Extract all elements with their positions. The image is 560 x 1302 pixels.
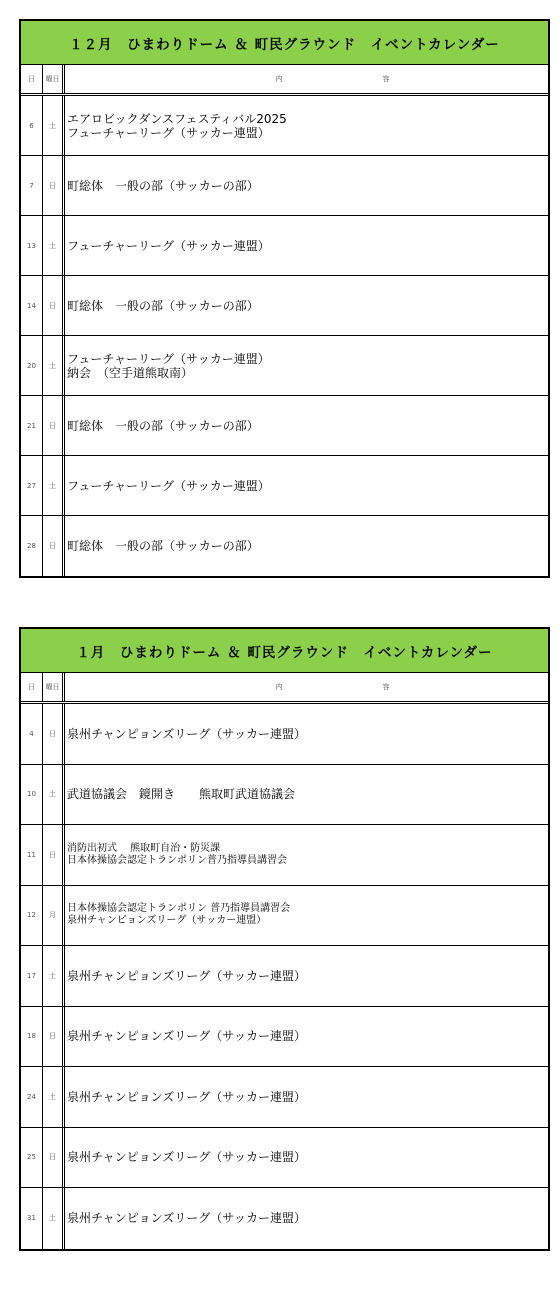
header-content-a: 内: [275, 682, 283, 691]
weekday-cell: 土: [43, 946, 65, 1006]
event-line: 町総体 一般の部（サッカーの部）: [67, 178, 259, 193]
weekday-cell: 土: [43, 216, 65, 275]
day-cell: 21: [21, 396, 43, 455]
content-cell: [65, 1128, 548, 1188]
table-row: [21, 1007, 548, 1068]
table-row: [21, 396, 548, 456]
content-cell: [65, 825, 548, 885]
table-header: [21, 65, 548, 96]
weekday-cell: 土: [43, 765, 65, 825]
weekday-cell: 日: [43, 276, 65, 335]
weekday-cell: 日: [43, 1007, 65, 1067]
table-row: [21, 96, 548, 156]
table-row: [21, 276, 548, 336]
event-line: 日本体操協会認定トランポリン 普乃指導員講習会: [67, 903, 291, 915]
day-cell: 20: [21, 336, 43, 395]
table-row: [21, 1188, 548, 1249]
day-cell: 17: [21, 946, 43, 1006]
day-cell: 13: [21, 216, 43, 275]
weekday-cell: 土: [43, 1067, 65, 1127]
weekday-cell: 日: [43, 396, 65, 455]
day-cell: 10: [21, 765, 43, 825]
content-cell: [65, 156, 548, 215]
content-cell: [65, 1007, 548, 1067]
weekday-cell: 日: [43, 704, 65, 764]
header-content-b: 容: [382, 74, 390, 83]
event-line: フューチャーリーグ（サッカー連盟）: [67, 238, 270, 253]
content-cell: [65, 704, 548, 764]
event-line: 納会 （空手道熊取南）: [67, 365, 194, 380]
table-row: [21, 1128, 548, 1189]
event-line: フューチャーリーグ（サッカー連盟）: [67, 478, 270, 493]
day-cell: 11: [21, 825, 43, 885]
day-cell: 31: [21, 1188, 43, 1249]
day-cell: 12: [21, 886, 43, 946]
event-line: 日本体操協会認定トランポリン普乃指導員講習会: [67, 854, 287, 866]
header-weekday: 曜日: [43, 673, 65, 701]
content-cell: [65, 946, 548, 1006]
event-line: 泉州チャンピョンズリーグ（サッカー連盟）: [67, 915, 267, 927]
table-row: [21, 825, 548, 886]
event-line: 消防出初式 熊取町自治・防災課: [67, 842, 221, 854]
header-day: 日: [21, 65, 43, 93]
table-row: [21, 946, 548, 1007]
content-cell: [65, 886, 548, 946]
content-cell: [65, 96, 548, 155]
content-cell: [65, 396, 548, 455]
content-cell: [65, 336, 548, 395]
weekday-cell: 土: [43, 456, 65, 515]
event-line: エアロビックダンスフェスティバル2025: [67, 111, 287, 126]
table-row: [21, 886, 548, 947]
day-cell: 24: [21, 1067, 43, 1127]
day-cell: 27: [21, 456, 43, 515]
event-line: フューチャーリーグ（サッカー連盟）: [67, 351, 270, 366]
event-line: 泉州チャンピョンズリーグ（サッカー連盟）: [67, 1211, 307, 1226]
day-cell: 4: [21, 704, 43, 764]
day-cell: 25: [21, 1128, 43, 1188]
content-cell: [65, 216, 548, 275]
event-line: 泉州チャンピョンズリーグ（サッカー連盟）: [67, 968, 307, 983]
event-line: 武道協議会 鏡開き 熊取町武道協議会: [67, 787, 296, 802]
header-content-a: 内: [275, 74, 283, 83]
header-content-b: 容: [382, 682, 390, 691]
event-line: フューチャーリーグ（サッカー連盟）: [67, 125, 270, 140]
table-row: [21, 456, 548, 516]
day-cell: 6: [21, 96, 43, 155]
table-row: [21, 1067, 548, 1128]
weekday-cell: 日: [43, 825, 65, 885]
january-calendar: [19, 627, 550, 1251]
event-line: 町総体 一般の部（サッカーの部）: [67, 418, 259, 433]
table-row: [21, 704, 548, 765]
content-cell: [65, 456, 548, 515]
weekday-cell: 土: [43, 1188, 65, 1249]
table-body: [21, 96, 548, 576]
calendar-title: １２月 ひまわりドーム ＆ 町民グラウンド イベントカレンダー: [21, 21, 548, 65]
header-day: 日: [21, 673, 43, 701]
weekday-cell: 日: [43, 1128, 65, 1188]
event-line: 泉州チャンピョンズリーグ（サッカー連盟）: [67, 726, 307, 741]
table-header: [21, 673, 548, 704]
day-cell: 18: [21, 1007, 43, 1067]
weekday-cell: 月: [43, 886, 65, 946]
header-content: [65, 673, 548, 701]
event-line: 泉州チャンピョンズリーグ（サッカー連盟）: [67, 1089, 307, 1104]
event-line: 泉州チャンピョンズリーグ（サッカー連盟）: [67, 1150, 307, 1165]
content-cell: [65, 516, 548, 576]
table-row: [21, 216, 548, 276]
content-cell: [65, 765, 548, 825]
table-row: [21, 516, 548, 576]
day-cell: 14: [21, 276, 43, 335]
event-line: 泉州チャンピョンズリーグ（サッカー連盟）: [67, 1029, 307, 1044]
header-content: [65, 65, 548, 93]
day-cell: 7: [21, 156, 43, 215]
table-row: [21, 765, 548, 826]
content-cell: [65, 1188, 548, 1249]
weekday-cell: 日: [43, 516, 65, 576]
table-body: [21, 704, 548, 1249]
day-cell: 28: [21, 516, 43, 576]
event-line: 町総体 一般の部（サッカーの部）: [67, 298, 259, 313]
event-line: 町総体 一般の部（サッカーの部）: [67, 539, 259, 553]
weekday-cell: 日: [43, 156, 65, 215]
weekday-cell: 土: [43, 96, 65, 155]
content-cell: [65, 1067, 548, 1127]
table-row: [21, 336, 548, 396]
december-calendar: [19, 19, 550, 578]
calendar-title: １月 ひまわりドーム ＆ 町民グラウンド イベントカレンダー: [21, 629, 548, 673]
content-cell: [65, 276, 548, 335]
header-weekday: 曜日: [43, 65, 65, 93]
weekday-cell: 土: [43, 336, 65, 395]
table-row: [21, 156, 548, 216]
